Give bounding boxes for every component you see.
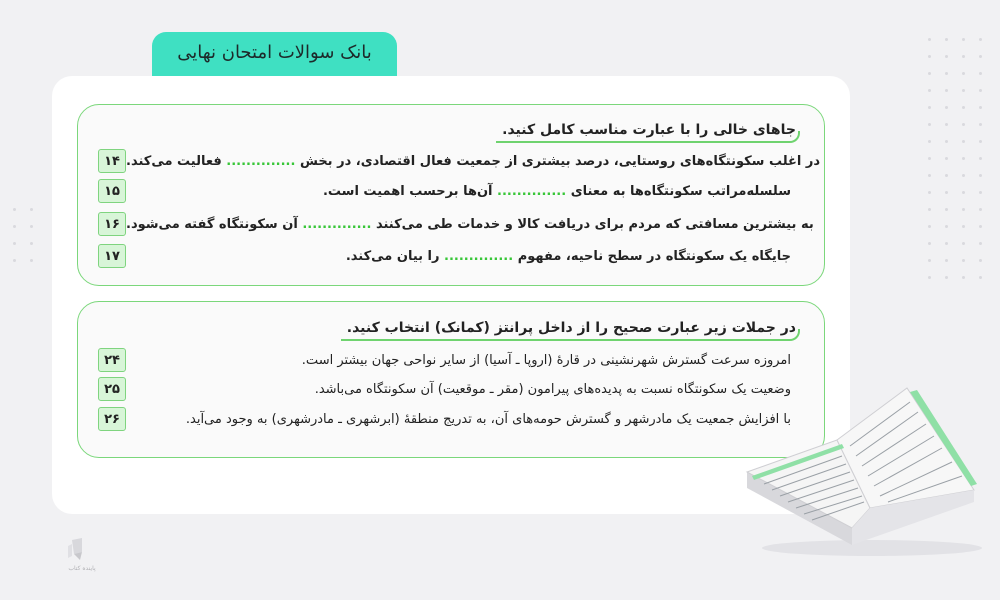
question-text: سلسله‌مراتب سکونتگاه‌ها به معنای .............. آن‌ها برحسب اهمیت است. bbox=[322, 183, 791, 199]
question-text: به بیشترین مسافتی که مردم برای دریافت کالا و خدمات طی می‌کنند .............. آن سکونتگاه گفته می‌شود. bbox=[126, 216, 814, 232]
answer-blank[interactable]: .............. bbox=[226, 153, 296, 169]
pink-book-logo-icon bbox=[60, 532, 96, 568]
question-row bbox=[90, 179, 791, 203]
logo-caption: پاینده کتاب bbox=[68, 565, 96, 572]
question-text: با افزایش جمعیت یک مادرشهر و گسترش حومه‌های آن، به تدریج منطقهٔ (ابرشهری ـ مادرشهری) به وجود می‌آید. bbox=[185, 411, 791, 427]
question-number: ۱۵ bbox=[98, 179, 126, 203]
question-row bbox=[90, 348, 791, 372]
section-heading: جاهای خالی را با عبارت مناسب کامل کنید. bbox=[502, 122, 796, 141]
fill-in-blank-card bbox=[77, 104, 825, 286]
question-number: ۲۴ bbox=[98, 348, 126, 372]
question-row bbox=[90, 377, 791, 401]
decorative-dots-right bbox=[928, 38, 982, 279]
page-title: بانک سوالات امتحان نهایی bbox=[177, 42, 372, 63]
question-number: ۱۴ bbox=[98, 149, 126, 173]
question-number: ۲۶ bbox=[98, 407, 126, 431]
question-row bbox=[90, 149, 821, 173]
question-row bbox=[90, 244, 791, 268]
answer-blank[interactable]: .............. bbox=[497, 183, 567, 199]
decorative-dots-left bbox=[0, 208, 33, 262]
question-number: ۲۵ bbox=[98, 377, 126, 401]
question-number: ۱۷ bbox=[98, 244, 126, 268]
question-text: وضعیت یک سکونتگاه نسبت به پدیده‌های پیرامون (مقر ـ موقعیت) آن سکونتگاه می‌باشد. bbox=[314, 381, 791, 397]
question-row bbox=[90, 212, 814, 236]
section-heading: در جملات زیر عبارت صحیح را از داخل پرانتز (کمانک) انتخاب کنید. bbox=[347, 320, 796, 339]
page-title-tab bbox=[152, 32, 397, 78]
question-text: جایگاه یک سکونتگاه در سطح ناحیه، مفهوم .............. را بیان می‌کند. bbox=[345, 248, 791, 264]
open-book-illustration bbox=[742, 380, 982, 560]
choose-correct-card bbox=[77, 301, 825, 458]
question-text: در اغلب سکونتگاه‌های روستایی، درصد بیشتری از جمعیت فعال اقتصادی، در بخش .............. فعالیت می‌کند. bbox=[126, 153, 821, 169]
question-row bbox=[90, 407, 791, 431]
question-text: امروزه سرعت گسترش شهرنشینی در قارهٔ (اروپا ـ آسیا) از سایر نواحی جهان بیشتر است. bbox=[301, 352, 791, 368]
answer-blank[interactable]: .............. bbox=[302, 216, 372, 232]
question-number: ۱۶ bbox=[98, 212, 126, 236]
answer-blank[interactable]: .............. bbox=[444, 248, 514, 264]
